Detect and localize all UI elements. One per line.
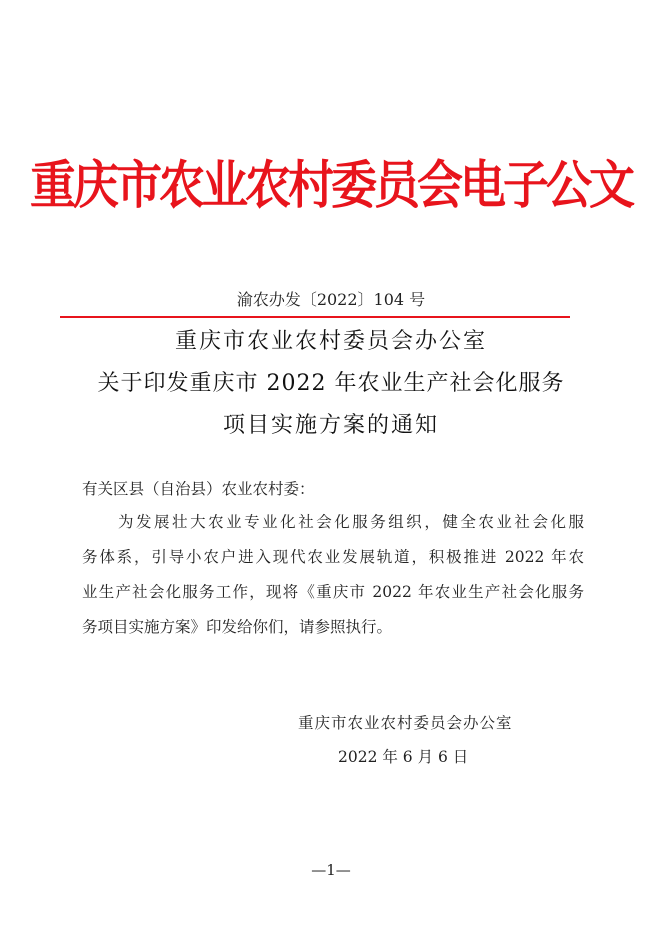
- document-number: 渝农办发〔2022〕104 号: [236, 290, 426, 309]
- notice-title-line-2: 关于印发重庆市 2022 年农业生产社会化服务: [97, 371, 565, 396]
- issue-date: 2022 年 6 月 6 日: [338, 748, 469, 766]
- body-text-line-1: 为发展壮大农业专业化社会化服务组织，健全农业社会化服: [118, 513, 584, 531]
- issuer-signature: 重庆市农业农村委员会办公室: [298, 714, 513, 732]
- body-text-line-2: 务体系，引导小农户进入现代农业发展轨道，积极推进 2022 年农: [82, 548, 584, 566]
- addressee: 有关区县（自治县）农业农村委：: [82, 480, 315, 498]
- red-divider-line: [60, 316, 570, 318]
- page-number: —1—: [311, 861, 351, 879]
- masthead-title: 重庆市农业农村委员会电子公文: [30, 154, 632, 216]
- body-text-line-4: 务项目实施方案》印发给你们，请参照执行。: [82, 618, 393, 636]
- body-text-line-3: 业生产社会化服务工作，现将《重庆市 2022 年农业生产社会化服务: [82, 583, 584, 601]
- notice-title-line-1: 重庆市农业农村委员会办公室: [174, 329, 487, 354]
- notice-title-line-3: 项目实施方案的通知: [222, 413, 439, 438]
